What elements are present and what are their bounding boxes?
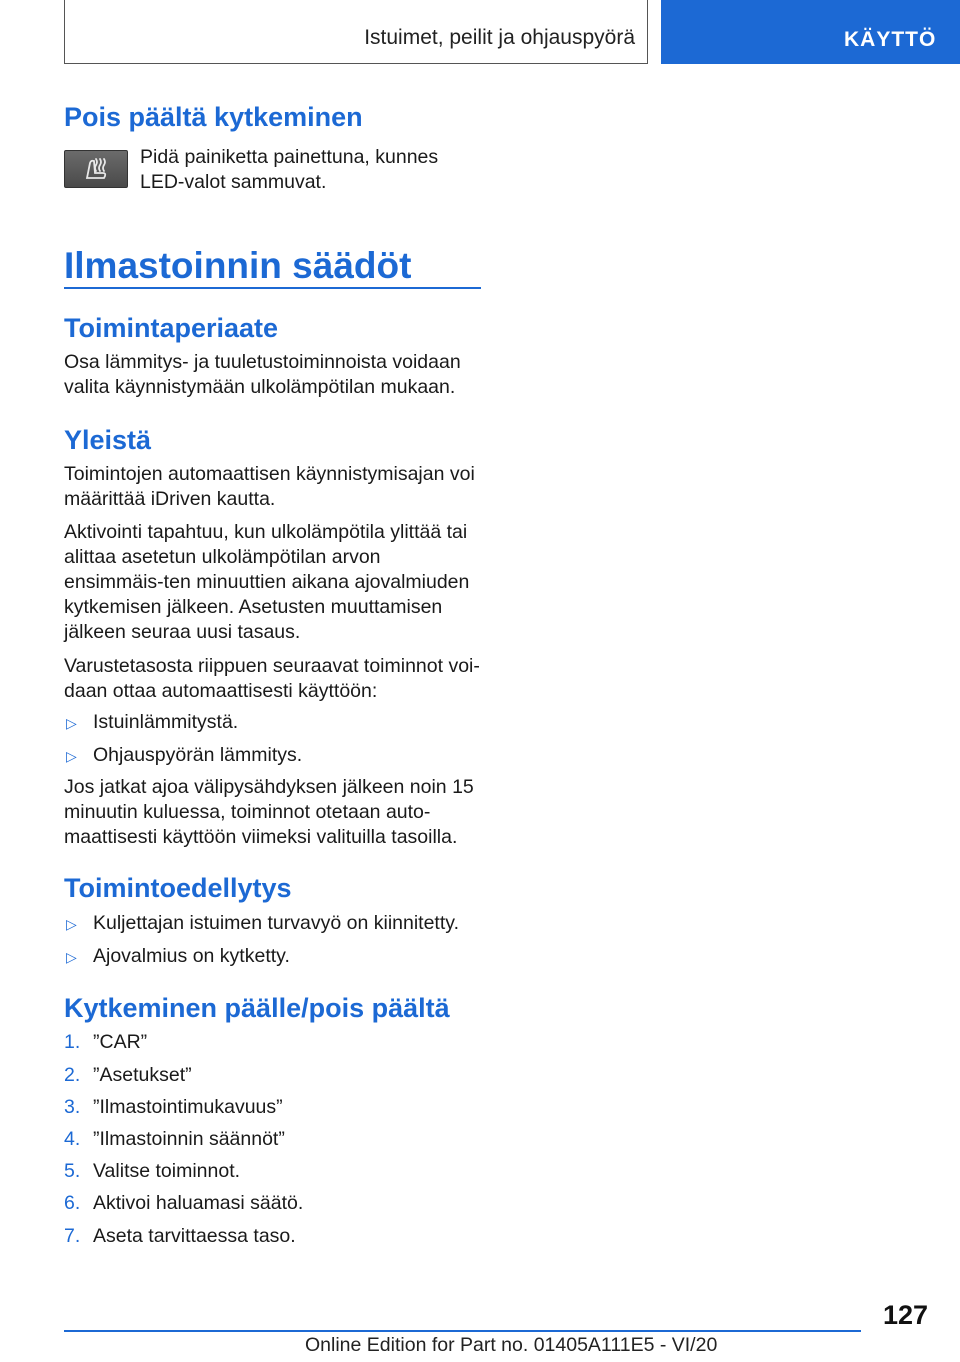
seat-ventilation-icon xyxy=(64,150,128,188)
heading-climate-settings: Ilmastoinnin säädöt xyxy=(64,245,412,286)
heading-requirement: Toimintoedellytys xyxy=(64,873,292,903)
header-chapter-tab xyxy=(661,0,960,64)
heading-on-off: Kytkeminen päälle/pois päältä xyxy=(64,993,450,1023)
heading-principle: Toimintaperiaate xyxy=(64,313,279,343)
principle-text: Osa lämmitys- ja tuuletustoiminnoista voidaan valita käynnistymään ulkolämpötilan mukaan. xyxy=(64,351,461,398)
triangle-right-outline-icon: ▷ xyxy=(66,916,77,932)
general-paragraph-2: Aktivointi tapahtuu, kun ulkolämpötila ylittää tai alittaa asetetun ulkolämpötilan arvon ensimmäis-ten minuuttien aikana ajovalmiuden kytkemisen jälkeen. Asetusten muuttamisen jälkeen seuraa uusi tasaus. xyxy=(64,521,470,643)
general-paragraph-1: Toimintojen automaattisen käynnistymisajan voi määrittää iDriven kautta. xyxy=(64,463,475,510)
triangle-right-outline-icon: ▷ xyxy=(66,748,77,764)
header-chapter-label: KÄYTTÖ xyxy=(844,28,937,51)
footer-edition: Online Edition for Part no. 01405A111E5 - VI/20 xyxy=(305,1334,718,1356)
header-section-title: Istuimet, peilit ja ohjauspyörä xyxy=(364,26,635,49)
heading-general: Yleistä xyxy=(64,425,152,455)
general-paragraph-4: Jos jatkat ajoa välipysähdyksen jälkeen noin 15 minuutin kuluessa, toiminnot otetaan auto-maattisesti käyttöön viimeksi valituilla tasoilla. xyxy=(64,776,474,848)
seat-ventilation-icon-svg xyxy=(65,151,127,187)
triangle-right-outline-icon: ▷ xyxy=(66,949,77,965)
footer-rule xyxy=(64,1330,861,1332)
general-paragraph-3: Varustetasosta riippuen seuraavat toiminnot voi-daan ottaa automaattisesti käyttöön: xyxy=(64,655,480,702)
page-number: 127 xyxy=(882,1300,928,1330)
heading-off: Pois päältä kytkeminen xyxy=(64,102,363,132)
heading-rule xyxy=(64,287,481,289)
header-box xyxy=(64,0,648,64)
triangle-right-outline-icon: ▷ xyxy=(66,715,77,731)
off-instruction-text: Pidä painiketta painettuna, kunnes LED-valot sammuvat. xyxy=(140,146,439,193)
